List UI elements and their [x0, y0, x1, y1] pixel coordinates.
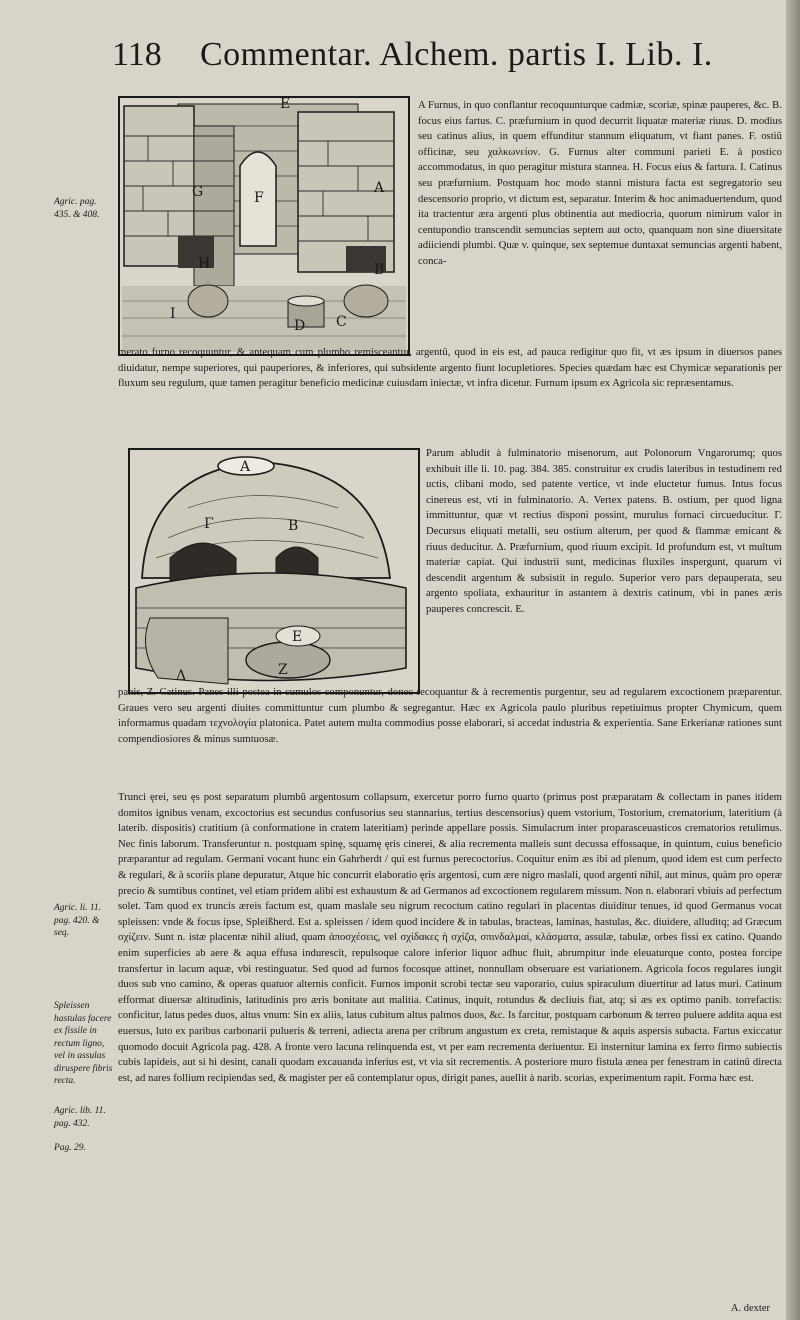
fig1-label-C: C — [336, 314, 347, 330]
fig2-label-A: A — [240, 459, 251, 475]
fig2-label-Z: Z — [278, 662, 288, 678]
fig1-label-I: I — [170, 306, 176, 322]
fig2-label-E: E — [292, 629, 303, 645]
fig1-label-A: A — [374, 180, 385, 196]
fig2-label-delta: Δ — [176, 668, 187, 684]
catchword: A. dexter — [730, 1303, 770, 1314]
margin-note-2: Agric. li. 11. pag. 420. & seq. — [54, 903, 102, 938]
fig1-label-E: E — [280, 96, 291, 112]
text-block-3: Parum abludit à fulminatorio misenorum, aut Polonorum Vngarorumq; quos exhibuit ille li. 10. pag. 384. 385. construitur ex crudis lateribus in testudinem red uctis, clibani modo, sed patente vertice, vt inde eluctetur fumus. Intus focus cinereus est, vti in fulminatorio. A. Vertex patens. B. ostium, per quod ligna immittuntur, quæ vt rectius disponi possint, murulus fornaci circueducitur. Γ. Decursus eliquati metalli, seu ostium alterum, per quod & flammæ emicant & riuus deducitur. Δ. Præfurnium, quod riuum excipit. Id profundum est, vt multum materiæ capiat. Qui industrii sunt, medicinas fluxiles inspergunt, quarum vi descendit argentum & subsistit in regulo. Superior vero pars depauperata, seu argento spoliata, exhauritur in astantem à dextris catinum, vbi in panes æris pauperes concrescit. E. — [426, 447, 782, 615]
fig1-label-H: H — [198, 256, 211, 272]
page-gutter — [786, 0, 800, 1320]
page-header — [112, 36, 772, 80]
margin-note-3: Spleissen hastulas facere ex fissile in rectum ligno, vel in assulas diruspere fibris recta. — [54, 1001, 113, 1086]
fig1-label-B: B — [374, 262, 385, 278]
furnace-illustration-2 — [128, 448, 420, 694]
text-block-2: merato furno recoquuntur, & antequam cum plumbo remisceantur, argentũ, quod in eis est, ad pauca redigitur quo fit, vt æs ipsum in diuersos panes diuidatur, nempe superiores, qui pauperiores, & inferiores, qui subsidente argento fiunt locupletiores. Species quædam hæc est Chymicæ separationis per fluxum seu regulum, quæ tamen peragitur beneficio medicinæ cuiusdam iniectæ, vt infra dicetur. Furnum ipsum ex Agricola sic repræsentamus. — [118, 346, 782, 390]
page-number: 118 — [112, 36, 162, 73]
margin-note-1: Agric. pag. 435. & 408. — [54, 197, 100, 220]
furnace-woodcut-1 — [118, 96, 410, 356]
furnace-woodcut-2 — [128, 448, 420, 694]
fig2-label-B: B — [288, 518, 299, 534]
fig1-label-G: G — [192, 184, 204, 200]
margin-note-5: Pag. 29. — [54, 1143, 86, 1153]
margin-note-4: Agric. lib. 11. pag. 432. — [54, 1106, 106, 1129]
fig1-label-D: D — [294, 318, 306, 334]
fig2-label-gamma: Γ — [204, 516, 214, 532]
running-title: Commentar. Alchem. partis I. Lib. I. — [200, 36, 713, 73]
text-block-4: panis, Z. Catinus. Panes illi postea in cumulos componuntur, donec recoquantur & à recrementis purgentur, seu ad regularem excoctionem præparentur. Graues vero seu argenti diuites committuntur cum plumbo & segregantur. Hæc ex Agricola paulo pluribus repetiuimus propter Chymicum, quem informamus quadam τεχνολογία platonica. Patet autem multa commodius posse elaborari, si accedat industria & experientia. Sane Erkerianæ rationes sunt compendiosiores & minus sumtuosæ. — [118, 686, 782, 745]
furnace-illustration-1 — [118, 96, 410, 356]
text-block-1: A Furnus, in quo conflantur recoquunturque cadmiæ, scoriæ, spinæ pauperes, &c. B. focus eius fartus. C. præfurnium in quod decurrit liquatæ materiæ riuus. D. modius seu catinus alius, in quem effunditur stannum eliquatum, vt fiant panes. F. ostiũ officinæ, seu χαλκωνείον. G. Furnus alter communi parieti E. à postico accommodatus, in quo peragitur mistura stannea. H. Focus eius & fartura. I. Catinus seu præfurnium. Postquam hoc modo stanni mistura facta est segregatorio seu descensorio proprio, vt dictum est, separatur. Interim & hoc animaduertendum, quod ita tractentur æra argenti plus obtinentia aut mediocria, quorum nimirum valor in centupondio transcendit semuncias septem aut octo, quanquam non sine diuersitate adiiciendi plumbi. Quæ v. quinque, sex septemue duntaxat semuncias argenti habent, conca- — [418, 99, 782, 267]
text-block-5: Trunci ęrei, seu ęs post separatum plumbũ argentosum collapsum, exercetur porro furno quarto (primus post præparatam & collectam in panes itidem domitos ignibus venam, excoctorius est secundus confusorius seu stannarius, tertius descensorius) quem vstorium, Tostorium, crematorium, lateritium (à laterib. dispositis) cratitium (à conformatione in cratem lateritiam) perinde appellare possis. Simulacrum inter proparasceuasticos crematorios retulimus. Nec finis laborum. Transferuntur n. postquam spinę, squamę ęris cinerei, & alia recrementa malleis sunt decussa effossaque, in quintum, cuius beneficio præparantur ad regulam. Germani vocant hunc ein Gahrherdt / qui est furnus perecoctorius. Coquitur enim æs ibi ad plenum, quod idem est cum perfecto & regulari, & à scoriis plane depuratur, Atque hic concurrit elaboratio ęris argentosi, cum ære nigro maslali, quod argenti nihil, aut minus, quàm pro operæ precio & sumtibus continet, vel etiam pridem alibi est exhaustum & ad Germanos ad excoctionem regularem missum. Non n. elaborari vbiuis ad perfectum solet. Tam quod ex truncis æreis factum est, quam maslale seu nigrum recoctum catino regulari in placentas diuiditur tenues, id quod Germanus vocat spleissen: vnde & focus ipse, Spleißherd. Est a. spleissen / idem quod incidere & in tabulas, bracteas, laminas, hastulas, &c. diuidere, alluditq; ad Græcum σχίζειν. Sunt n. istæ placentæ nihil aliud, quam ἀποσχέσεις, vel σχίδακες ἡ σχίζα, σπινδαλμαί, κλάσματα, assulæ, tabulæ, orbes fissi ex catino. Quando enim superficies ab aere & aqua effusa indurescit, repulsoque calore inferior liquor adhuc fluit, abrumpitur inde eleuaturque conto, postea forcipe transfertur in lacum aquæ, vbi restinguatur. Sed quod ad furnos focosque attinet, nonnullam obseruare est variationem. Agricola focos regulares iungit duos sub vno camino, & operas quatuor alternis conficit. Furnos imponit scrobi tectæ seu vaporario, cuius spiraculum diuertitur ad latus muri. Catinum efformat diuersæ altitudinis, latitudinis pro æris bonitate aut malitia. Catinus, inquit, rotundus & decliuis fiat, atq; si æs ex optimo panib. torrefactis: conficitur, latus pedes duos, altus vnum: Sin ex aliis, latus cubitum altus palmos duos, &c. Is farcitur, postquam carbonum & terreo puluere addita aqua est euersus, luto ex paribus carbonarii pulueris & terreni, adiecta arena per cribrum angustum ex creta, remistaque & aquis aspersis subacta. Fartus exiccatur quomodo docuit Agricola pag. 428. A fronte vero lacuna relinquenda est, vt per eam recrementa deriuentur. Ei insternitur lamina ex ferro firmo subiectis cubis lapideis, aut si hi desint, canali quodam excauanda inferius est, vt via sit recrementis. A posteriore muro fistula ænea per fenestram in catinũ directa est, ad nares follium recipiendas sed, & magister per eã contemplatur opus, dirigit panes, auellit à narib. scorias, experimentum rapit. Forma hæc est. — [118, 791, 782, 1084]
fig1-label-F: F — [254, 190, 264, 206]
